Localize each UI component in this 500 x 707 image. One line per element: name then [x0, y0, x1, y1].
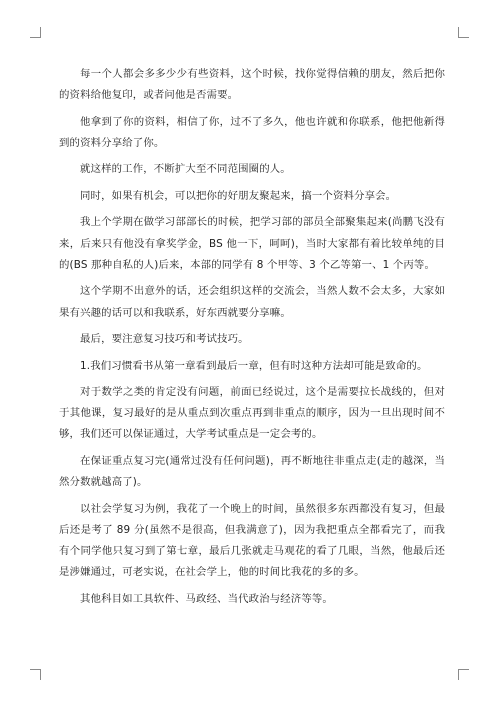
paragraph: 同时，如果有机会，可以把你的好朋友聚起来，搞一个资料分享会。 — [80, 189, 397, 202]
paragraph: 这个学期不出意外的话，还会组织这样的交流会，当然人数不会太多，大家如果有兴趣的话可以和我联系，好东西就要分享嘛。 — [59, 285, 445, 319]
paragraph: 他拿到了你的资料，相信了你，过不了多久，他也许就和你联系，他把他新得到的资料分享给了你。 — [59, 115, 445, 149]
crop-mark-top-left — [30, 27, 41, 38]
paragraph: 1.我们习惯看书从第一章看到最后一章，但有时这种方法却可能是致命的。 — [80, 359, 428, 372]
crop-mark-bottom-left — [30, 669, 41, 680]
paragraph: 对于数学之类的肯定没有问题，前面已经说过，这个是需要拉长战线的，但对于其他课，复习最好的是从重点到次重点再到非重点的顺序，因为一旦出现时间不够，我们还可以保证通过，大学考试重点是一定会考的。 — [59, 386, 445, 441]
paragraph: 每一个人都会多多少少有些资料，这个时候，找你觉得信赖的朋友，然后把你的资料给他复印，或者问他是否需要。 — [59, 68, 445, 102]
paragraph: 最后，要注意复习技巧和考试技巧。 — [80, 333, 249, 346]
crop-mark-top-right — [458, 27, 469, 38]
paragraph: 就这样的工作，不断扩大至不同范围圈的人。 — [80, 163, 291, 176]
paragraph: 我上个学期在做学习部部长的时候，把学习部的部员全部聚集起来(尚鹏飞没有来，后来只有他没有拿奖学金，BS 他一下，呵呵)，当时大家都有着比较单纯的目的(BS 那种自私的人)后来，本部的同学有 8 个甲等、3 个乙等第一、1 个丙等。 — [59, 216, 445, 271]
crop-mark-bottom-right — [458, 669, 469, 680]
paragraph: 其他科目如工具软件、马政经、当代政治与经济等等。 — [80, 592, 333, 605]
paragraph: 以社会学复习为例，我花了一个晚上的时间，虽然很多东西都没有复习，但最后还是考了 89 分(虽然不是很高，但我满意了)，因为我把重点全都看完了，而我有个同学他只复习到了第七章，最后几张就走马观花的看了几眼，当然，他最后还是涉嫌通过，可老实说，在社会学上，他的时间比我花的多的多。 — [59, 502, 445, 579]
document-body — [59, 64, 445, 615]
paragraph: 在保证重点复习完(通常过没有任何问题)，再不断地往非重点走(走的越深，当然分数就越高了)。 — [59, 454, 445, 489]
